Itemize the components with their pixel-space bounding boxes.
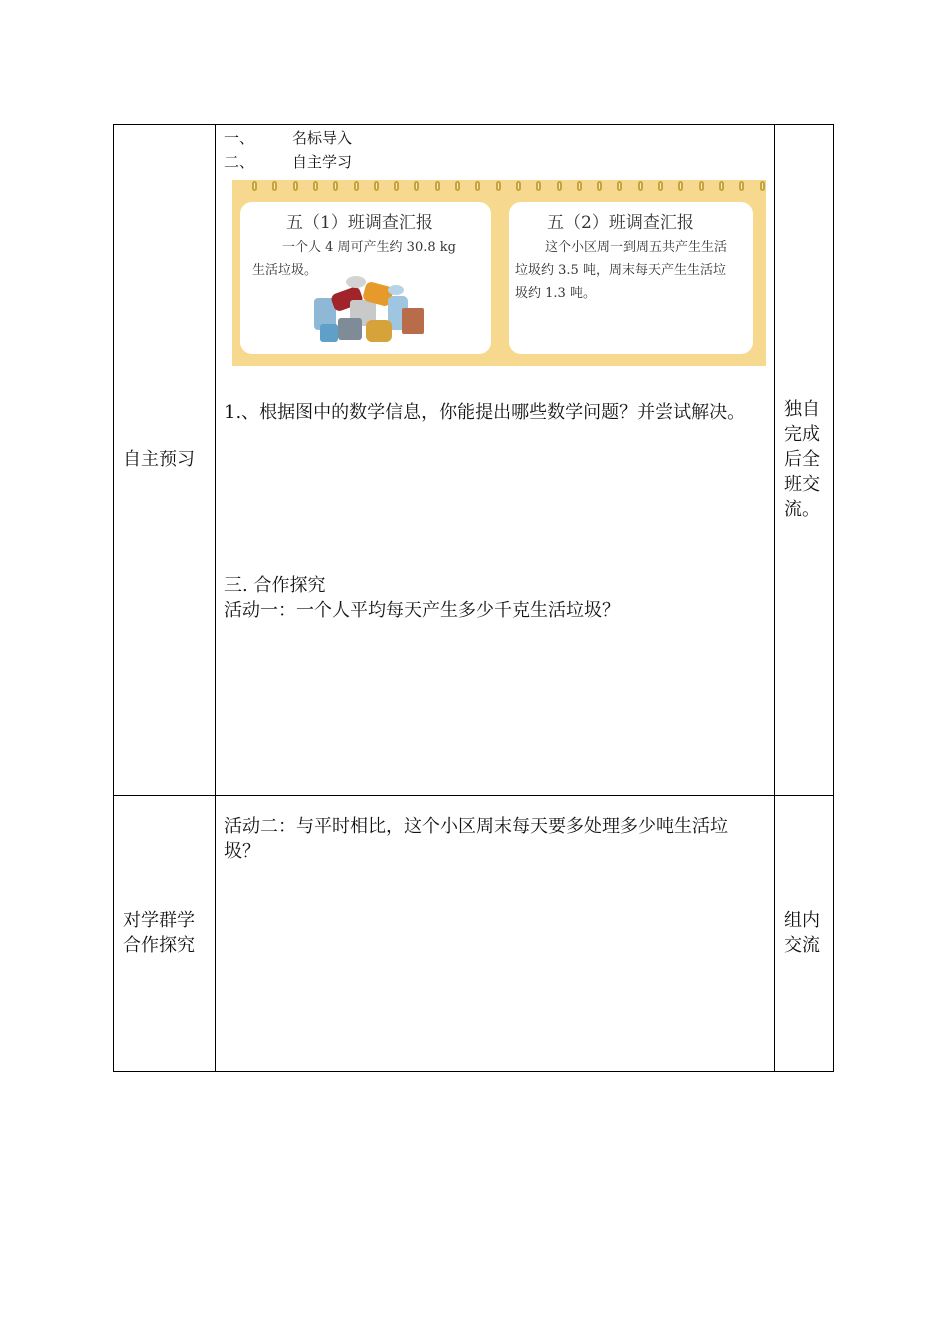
binder-ring: [638, 181, 643, 191]
binder-ring: [354, 181, 359, 191]
binder-ring: [658, 181, 663, 191]
card-title: 五（1）班调查汇报: [286, 213, 433, 233]
activity-2: [224, 814, 728, 864]
activity-1: 活动一：一个人平均每天产生多少千克生活垃圾？: [224, 600, 620, 621]
garbage-pile-illustration: [304, 270, 434, 350]
outline-number: 二、: [224, 153, 255, 171]
question-1: 1.、根据图中的数学信息，你能提出哪些数学问题？并尝试解决。: [224, 402, 746, 423]
binder-ring: [293, 181, 298, 191]
row-label-line: 合作探究: [123, 935, 195, 956]
binder-ring: [760, 181, 765, 191]
binder-ring: [536, 181, 541, 191]
binder-ring: [617, 181, 622, 191]
card-text-line: 生活垃圾。: [252, 263, 318, 278]
binder-ring: [252, 181, 257, 191]
card-text: [515, 236, 751, 305]
row-label-cooperate: [123, 908, 195, 958]
outline-text: 名标导入: [292, 129, 353, 147]
binder-rings: [232, 180, 766, 194]
outline-number: 一、: [224, 129, 255, 147]
row-note-cooperate: 组内交流: [784, 910, 820, 956]
binder-ring: [577, 181, 582, 191]
binder-ring: [414, 181, 419, 191]
row-divider: [114, 795, 833, 796]
binder-ring: [435, 181, 440, 191]
binder-ring: [557, 181, 562, 191]
binder-ring: [678, 181, 683, 191]
column-divider: [215, 125, 216, 1071]
binder-ring: [516, 181, 521, 191]
binder-ring: [699, 181, 704, 191]
outline-text: 自主学习: [292, 153, 353, 171]
activity-2-line: 活动二：与平时相比，这个小区周末每天要多处理多少吨生活垃: [224, 816, 728, 837]
card-text-line: 这个小区周一到周五共产生生活: [545, 240, 728, 255]
binder-ring: [272, 181, 277, 191]
row-label-line: 对学群学: [123, 910, 195, 931]
card-text-line: 一个人 4 周可产生约 30.8 kg: [282, 240, 456, 255]
card-title: 五（2）班调查汇报: [547, 213, 694, 233]
binder-ring: [333, 181, 338, 191]
row-label-preview: 自主预习: [123, 449, 195, 470]
binder-ring: [475, 181, 480, 191]
binder-ring: [739, 181, 744, 191]
binder-ring: [719, 181, 724, 191]
binder-ring: [394, 181, 399, 191]
row-note-preview: 独自完成后全班交流。: [784, 399, 820, 520]
survey-board: [232, 180, 766, 366]
outline-item: [224, 150, 352, 174]
binder-ring: [597, 181, 602, 191]
survey-card-1: [240, 202, 491, 354]
card-text-line: 垃圾约 3.5 吨，周末每天产生生活垃: [515, 263, 726, 278]
activity-2-line: 圾？: [224, 841, 260, 862]
section-heading: 三. 合作探究: [224, 575, 326, 596]
binder-ring: [313, 181, 318, 191]
outline-item: [224, 126, 352, 150]
survey-card-2: [509, 202, 753, 354]
binder-ring: [496, 181, 501, 191]
binder-ring: [455, 181, 460, 191]
card-text-line: 圾约 1.3 吨。: [515, 286, 596, 301]
binder-ring: [374, 181, 379, 191]
column-divider: [774, 125, 775, 1071]
